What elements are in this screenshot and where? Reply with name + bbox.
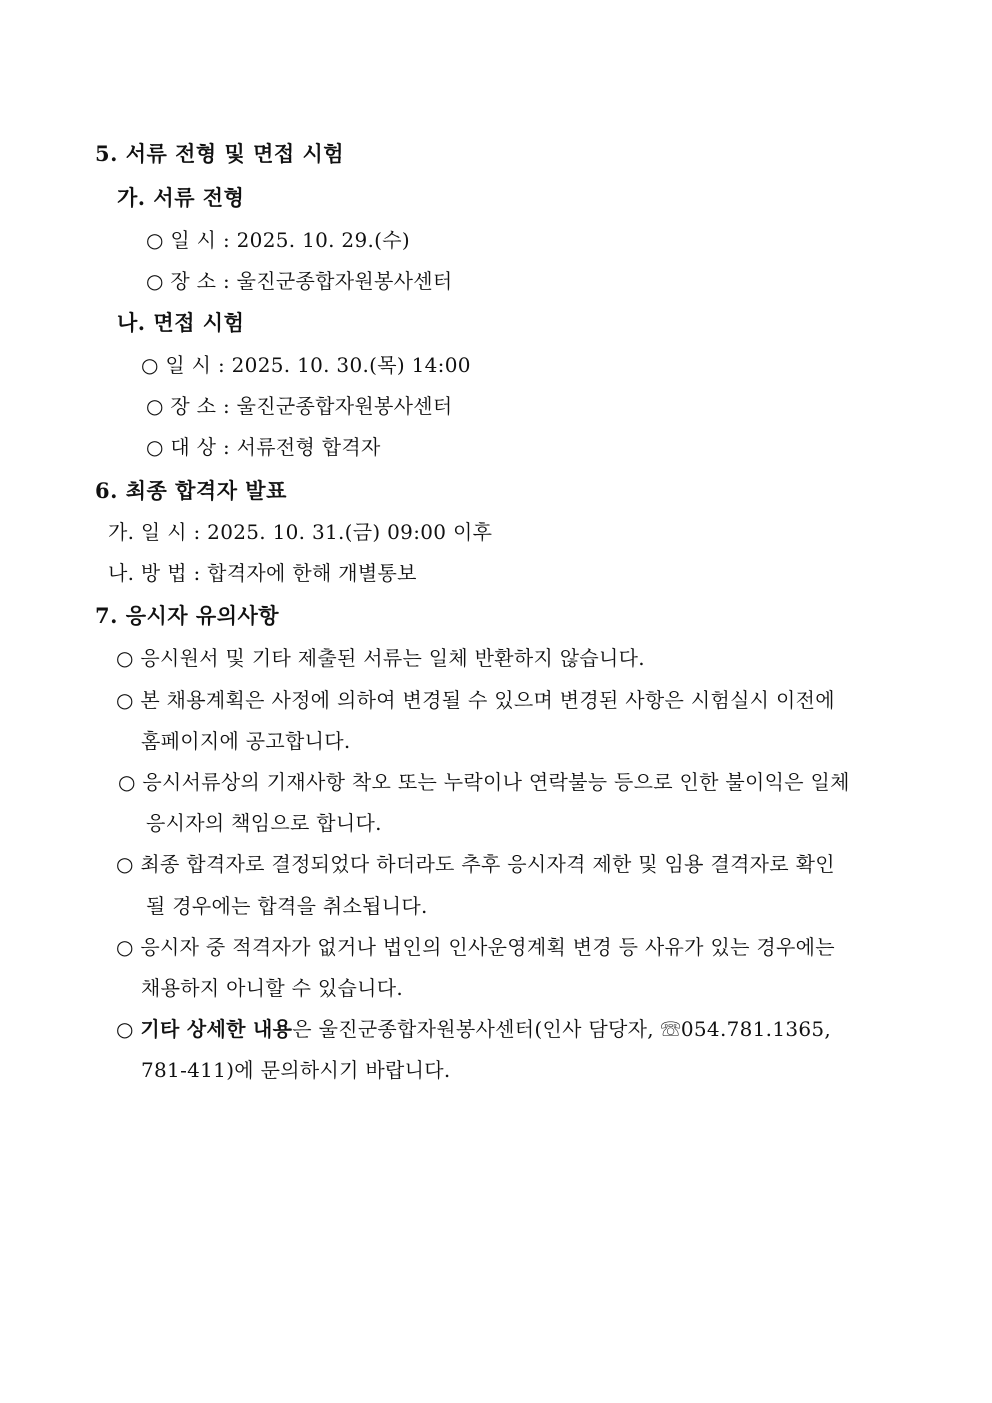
- note-2-line-1: ○ 본 채용계획은 사정에 의하여 변경될 수 있으며 변경된 사항은 시험실시 이전에: [116, 688, 835, 712]
- section-7-title: 7. 응시자 유의사항: [95, 603, 280, 628]
- note-4-line-2: 될 경우에는 합격을 취소됩니다.: [146, 894, 428, 918]
- section-6-date: 가. 일 시 : 2025. 10. 31.(금) 09:00 이후: [108, 520, 493, 544]
- note-6-line-2: 781-411)에 문의하시기 바랍니다.: [141, 1058, 451, 1082]
- note-3-line-2: 응시자의 책임으로 합니다.: [146, 811, 382, 835]
- note-6-line-1: [116, 1019, 831, 1039]
- note-5-line-1: ○ 응시자 중 적격자가 없거나 법인의 인사운영계획 변경 등 사유가 있는 경우에는: [116, 935, 835, 959]
- section-5-na-title: 나. 면접 시험: [117, 310, 245, 335]
- note-6-bold-lead: 기타 상세한 내용: [140, 1017, 293, 1041]
- note-3-line-1: ○ 응시서류상의 기재사항 착오 또는 누락이나 연락불능 등으로 인한 불이익은 일체: [118, 770, 850, 794]
- section-5-ga-title: 가. 서류 전형: [117, 185, 245, 210]
- note-2-line-2: 홈페이지에 공고합니다.: [141, 729, 351, 753]
- note-5-line-2: 채용하지 아니할 수 있습니다.: [141, 976, 404, 1000]
- note-6-bullet: ○: [116, 1017, 141, 1041]
- section-5-na-date: ○ 일 시 : 2025. 10. 30.(목) 14:00: [141, 353, 471, 377]
- note-4-line-1: ○ 최종 합격자로 결정되었다 하더라도 추후 응시자격 제한 및 임용 결격자로 확인: [116, 852, 835, 876]
- section-5-na-place: ○ 장 소 : 울진군종합자원봉사센터: [146, 394, 453, 418]
- section-5-ga-date: ○ 일 시 : 2025. 10. 29.(수): [146, 228, 410, 252]
- section-5-na-target: ○ 대 상 : 서류전형 합격자: [146, 435, 381, 459]
- note-1: ○ 응시원서 및 기타 제출된 서류는 일체 반환하지 않습니다.: [116, 646, 645, 670]
- section-5-ga-place: ○ 장 소 : 울진군종합자원봉사센터: [146, 269, 453, 293]
- note-6-rest: 은 울진군종합자원봉사센터(인사 담당자, ☏054.781.1365,: [292, 1017, 832, 1041]
- section-6-method: 나. 방 법 : 합격자에 한해 개별통보: [108, 561, 417, 585]
- section-6-title: 6. 최종 합격자 발표: [95, 478, 287, 503]
- section-5-title: 5. 서류 전형 및 면접 시험: [95, 141, 345, 166]
